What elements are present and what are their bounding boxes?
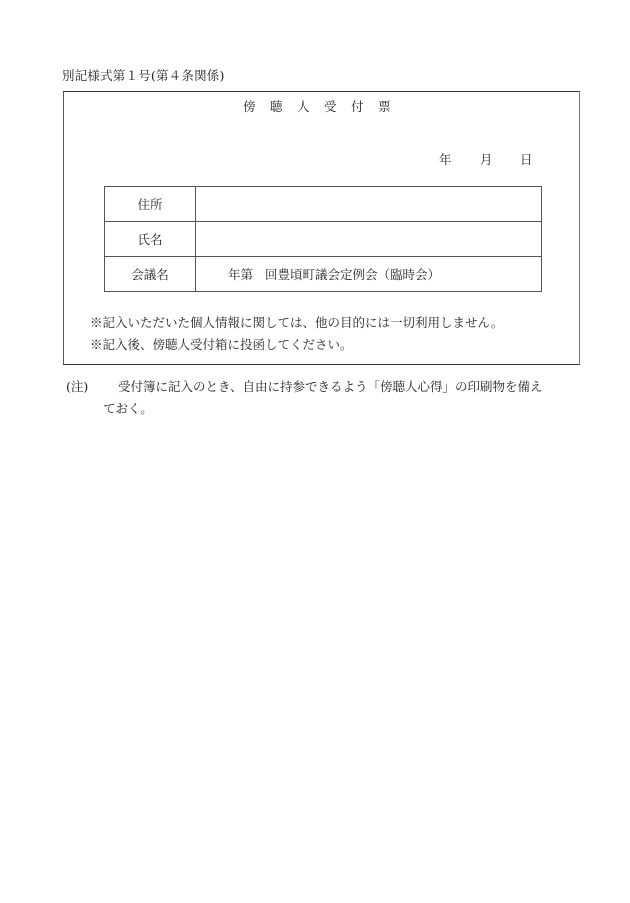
name-field[interactable] <box>196 222 542 257</box>
footnote-text-line1: 受付簿に記入のとき、自由に持参できるよう「傍聴人心得」の印刷物を備え <box>118 379 543 394</box>
date-month-label: 月 <box>480 152 493 167</box>
footnote <box>66 376 586 420</box>
footnote-text-line2: ておく。 <box>103 401 153 416</box>
title-char: 人 <box>297 99 310 114</box>
title-char: 聴 <box>270 99 283 114</box>
form-title <box>243 97 405 115</box>
table-row-address <box>105 187 542 222</box>
date-day-label: 日 <box>520 152 533 167</box>
visitor-info-table <box>104 186 542 292</box>
date-year-label: 年 <box>439 152 452 167</box>
title-char: 受 <box>324 99 337 114</box>
privacy-notice: ※記入いただいた個人情報に関しては、他の目的には一切利用しません。 <box>90 315 504 330</box>
meeting-session-text: 回豊頃町議会定例会（臨時会） <box>265 267 441 282</box>
address-field[interactable] <box>196 187 542 222</box>
table-row-name <box>105 222 542 257</box>
footnote-mark: (注) <box>66 379 89 394</box>
submission-notice: ※記入後、傍聴人受付箱に投函してください。 <box>90 337 353 352</box>
table-row-meeting <box>105 257 542 292</box>
title-char: 票 <box>378 99 391 114</box>
meeting-year-text: 年第 <box>228 267 254 282</box>
form-number-label: 別記様式第１号(第４条関係) <box>62 68 225 83</box>
title-char: 傍 <box>243 99 256 114</box>
name-label: 氏名 <box>105 222 196 257</box>
meeting-name-label: 会議名 <box>105 257 196 292</box>
address-label: 住所 <box>105 187 196 222</box>
meeting-name-field[interactable] <box>196 257 542 292</box>
title-char: 付 <box>351 99 364 114</box>
